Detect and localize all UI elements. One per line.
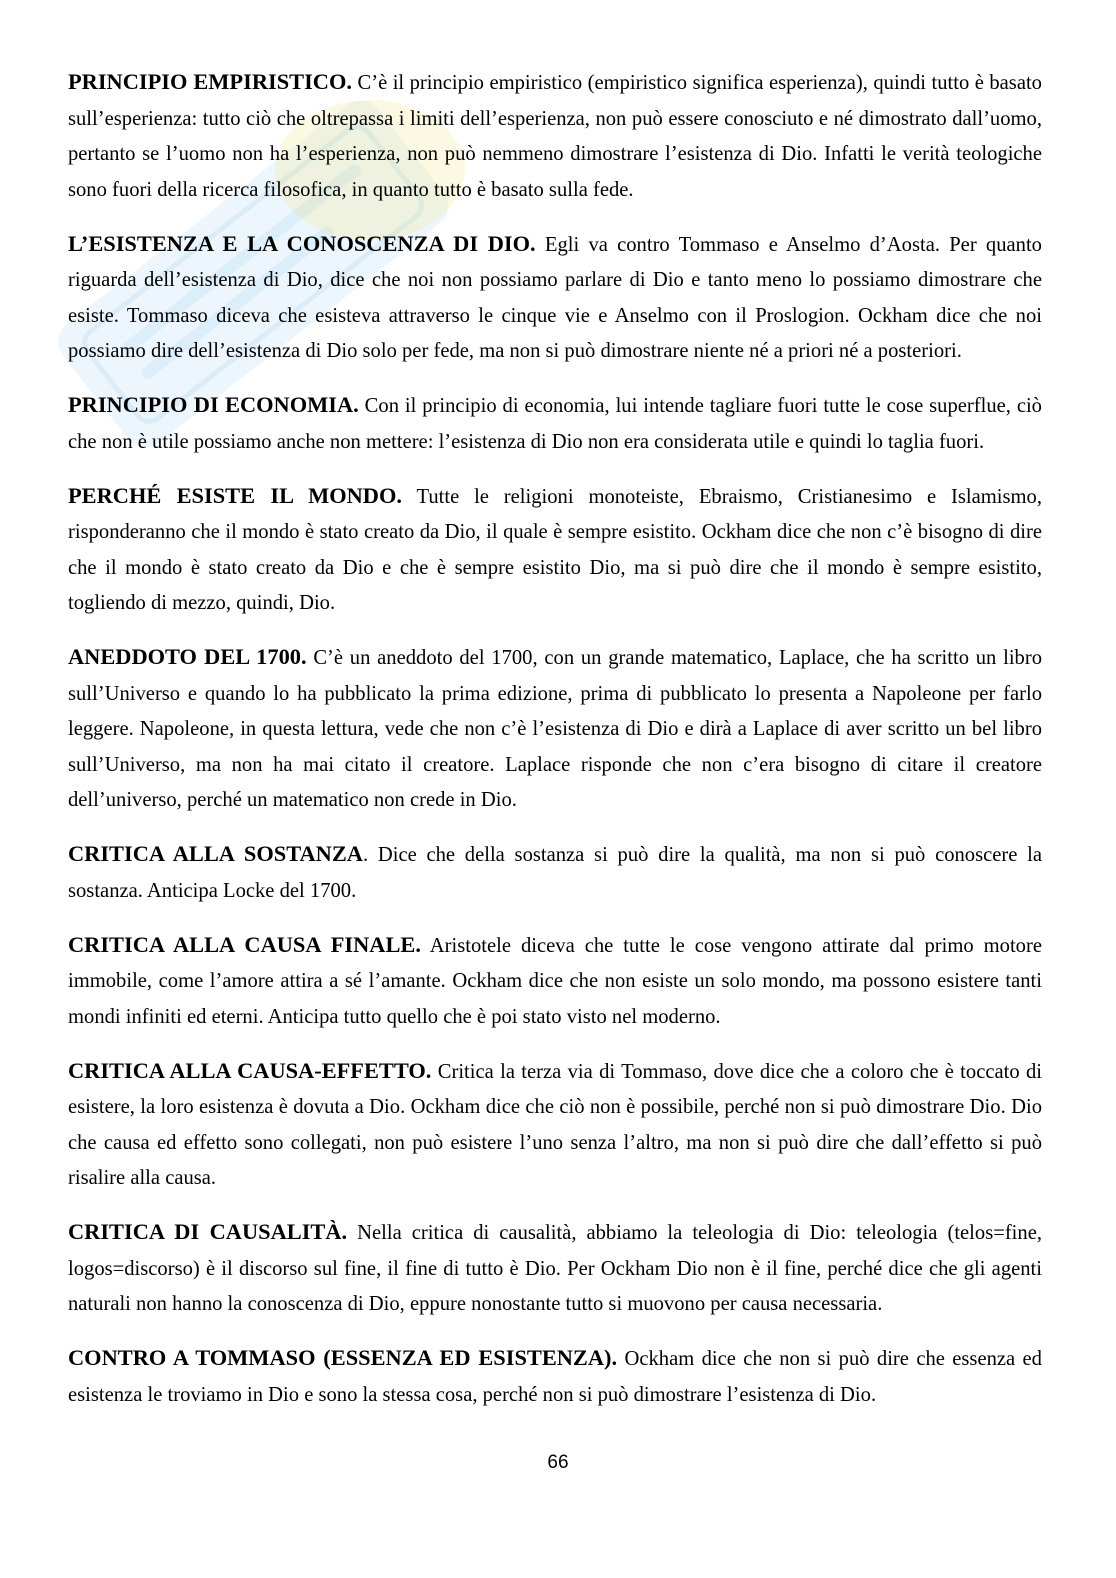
paragraph-critica-causa-effetto [68, 1053, 1042, 1197]
paragraph-esistenza-conoscenza-dio [68, 226, 1042, 370]
paragraph-heading: ANEDDOTO DEL 1700. [68, 644, 307, 669]
paragraph-text: Egli va contro Tommaso e Anselmo d’Aosta. Per quanto riguarda dell’esistenza di Dio, dice che noi non possiamo parlare di Dio e tanto meno lo possiamo dimostrare che esiste. Tommaso diceva che esisteva attraverso le cinque vie e Anselmo con il Proslogion. Ockham dice che noi possiamo dire dell’esistenza di Dio solo per fede, ma non si può dimostrare niente né a priori né a posteriori. [68, 233, 1042, 362]
paragraph-heading: CONTRO A TOMMASO (ESSENZA ED ESISTENZA). [68, 1345, 618, 1370]
paragraph-heading: CRITICA DI CAUSALITÀ. [68, 1219, 348, 1244]
paragraph-heading: PRINCIPIO EMPIRISTICO. [68, 69, 352, 94]
paragraph-heading: L’ESISTENZA E LA CONOSCENZA DI DIO. [68, 230, 536, 256]
paragraph-perche-esiste-il-mondo [68, 478, 1042, 622]
document-body [68, 64, 1042, 1431]
paragraph-heading: CRITICA ALLA CAUSA FINALE. [68, 931, 421, 957]
paragraph-critica-causalita [68, 1214, 1042, 1323]
paragraph-aneddoto-1700 [68, 639, 1042, 819]
paragraph-text: Ockham dice che non si può dire che essenza ed esistenza le troviamo in Dio e sono la stessa cosa, perché non si può dimostrare l’esistenza di Dio. [68, 1348, 1042, 1406]
paragraph-heading: PERCHÉ ESISTE IL MONDO. [68, 482, 402, 508]
paragraph-text: . Dice che della sostanza si può dire la qualità, ma non si può conoscere la sostanza. Anticipa Locke del 1700. [68, 844, 1043, 902]
paragraph-contro-a-tommaso [68, 1340, 1042, 1413]
paragraph-principio-empiristico [68, 64, 1042, 208]
paragraph-heading: PRINCIPIO DI ECONOMIA. [68, 392, 359, 417]
paragraph-text: Tutte le religioni monoteiste, Ebraismo, Cristianesimo e Islamismo, risponderanno che il mondo è stato creato da Dio, il quale è sempre esistito. Ockham dice che non c’è bisogno di dire che il mondo è stato creato da Dio e che è sempre esistito Dio, ma si può dire che il mondo è sempre esistito, togliendo di mezzo, quindi, Dio. [68, 485, 1042, 614]
paragraph-text: C’è il principio empiristico (empiristico significa esperienza), quindi tutto è basato sull’esperienza: tutto ciò che oltrepassa i limiti dell’esperienza, non può essere conosciuto e né dimostrato dall’uomo, pertanto se l’uomo non ha l’esperienza, non può nemmeno dimostrare l’esistenza di Dio. Infatti le verità teologiche sono fuori della ricerca filosofica, in quanto tutto è basato sulla fede. [68, 72, 1042, 201]
paragraph-text: Nella critica di causalità, abbiamo la teleologia di Dio: teleologia (telos=fine, logos=discorso) è il discorso sul fine, il fine di tutto è Dio. Per Ockham Dio non è il fine, perché dice che gli agenti naturali non hanno la conoscenza di Dio, eppure nonostante tutto si muovono per causa necessaria. [68, 1222, 1042, 1315]
paragraph-text: Aristotele diceva che tutte le cose vengono attirate dal primo motore immobile, come l’amore attira a sé l’amante. Ockham dice che non esiste un solo mondo, ma possono esistere tanti mondi infiniti ed eterni. Anticipa tutto quello che è poi stato visto nel moderno. [68, 934, 1042, 1028]
page-number: 66 [547, 1452, 569, 1473]
paragraph-heading: CRITICA ALLA SOSTANZA [68, 841, 363, 866]
paragraph-critica-sostanza [68, 836, 1042, 909]
paragraph-text: Critica la terza via di Tommaso, dove dice che a coloro che è toccato di esistere, la loro esistenza è dovuta a Dio. Ockham dice che ciò non è possibile, perché non si può dimostrare Dio. Dio che causa ed effetto sono collegati, non può esistere l’uno senza l’altro, ma non si può dire che dall’effetto si può risalire alla causa. [68, 1060, 1042, 1189]
paragraph-text: C’è un aneddoto del 1700, con un grande matematico, Laplace, che ha scritto un libro sull’Universo e quando lo ha pubblicato la prima edizione, prima di pubblicato lo presenta a Napoleone per farlo leggere. Napoleone, in questa lettura, vede che non c’è l’esistenza di Dio e dirà a Laplace di aver scritto un bel libro sull’Universo, ma non ha mai citato il creatore. Laplace risponde che non c’era bisogno di citare il creatore dell’universo, perché un matematico non crede in Dio. [68, 647, 1042, 811]
paragraph-principio-economia [68, 387, 1042, 460]
paragraph-critica-causa-finale [68, 927, 1042, 1036]
paragraph-heading: CRITICA ALLA CAUSA-EFFETTO. [68, 1057, 432, 1083]
paragraph-text: Con il principio di economia, lui intende tagliare fuori tutte le cose superflue, ciò che non è utile possiamo anche non mettere: l’esistenza di Dio non era considerata utile e quindi lo taglia fuori. [68, 395, 1042, 453]
